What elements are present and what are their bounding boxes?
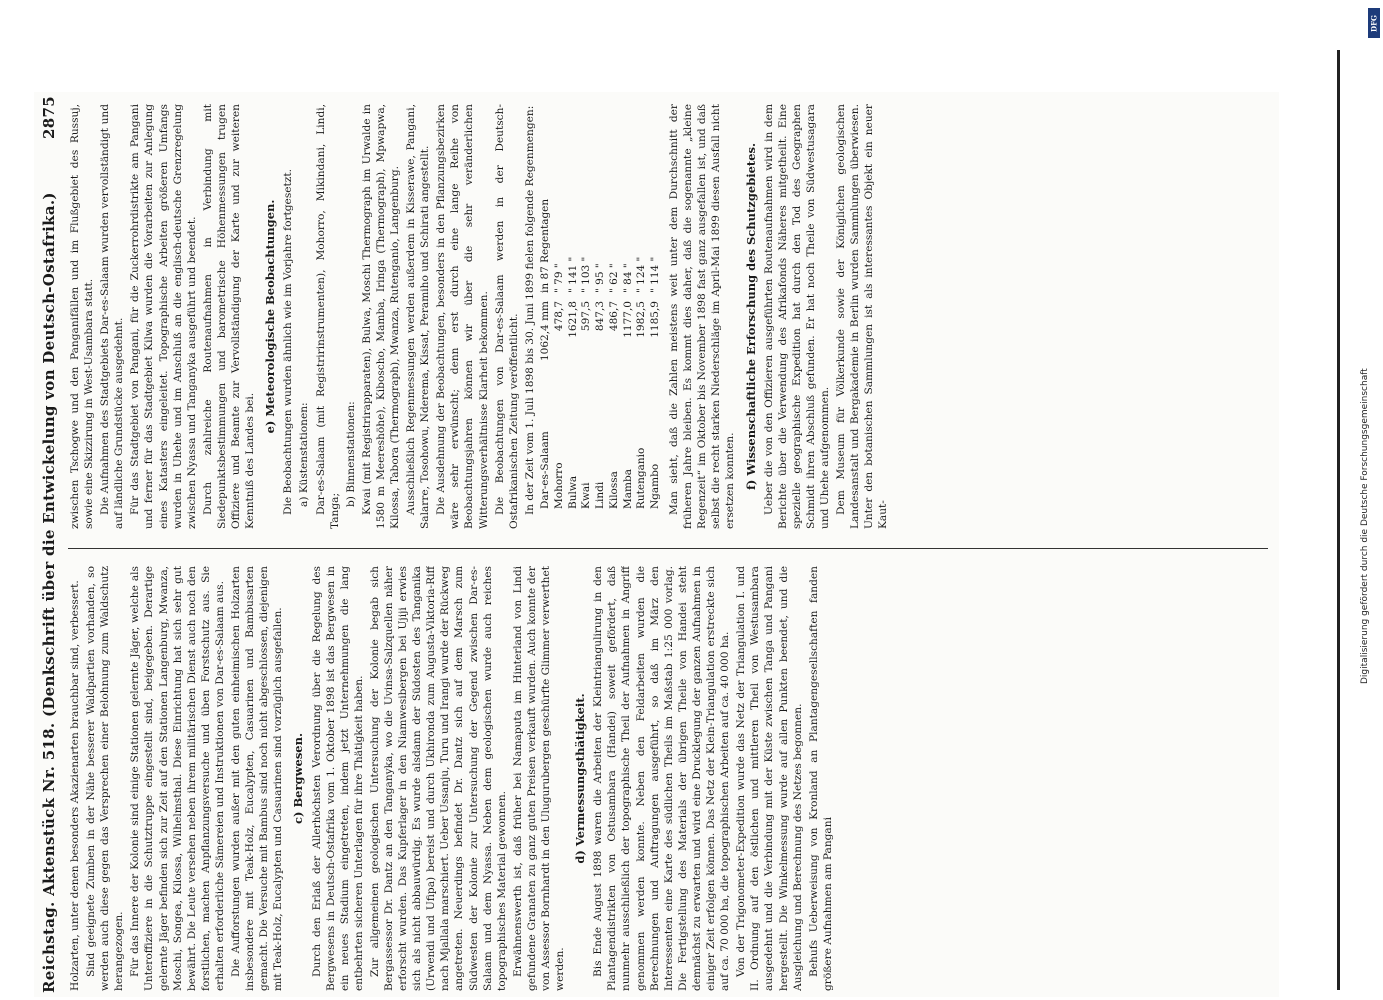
paragraph: Die Ausdehnung der Beobachtungen, besonders in den Pflanzungsbezirken wäre sehr erwünscht; denn erst durch eine lange Reihe von Beobachtungsjahren können wir über die sehr veränderlichen Witterungsverhältnisse Klarheit bekommen. (435, 104, 490, 529)
section-heading: f) Wissenschaftliche Erforschung des Schutzgebietes. (743, 142, 758, 491)
right-column (68, 104, 1273, 529)
list-label: a) Küstenstationen: (298, 402, 311, 507)
station-name: Mamba (621, 469, 634, 509)
rainfall-value: 597,5 (580, 301, 593, 332)
rain-days: " 84 " (621, 263, 634, 293)
table-row (580, 104, 594, 509)
section-heading: c) Bergwesen. (291, 733, 306, 824)
table-row (594, 104, 608, 509)
rain-days: " 103 " (580, 256, 593, 293)
list-text: Kwai (mit Registrirapparaten), Bulwa, Moschi Thermograph im Urwalde in 1580 m Meereshöhe), Kiboscho, Mamba, Iringa (Thermograph), Mpwapwa, Kilossa, Tabora (Thermograph), Mwanza, Rutenganio, Langenburg. (360, 104, 401, 529)
list-label: b) Binnenstationen: (344, 401, 357, 507)
rotated-page-content (34, 92, 1279, 997)
rain-days: in 87 Regentagen (538, 198, 551, 293)
paragraph: Von der Trigonometer-Expedition wurde das Netz der Triangulation I. und II. Ordnung auf den östlichen und mittleren Theil von Westusambara ausgedehnt und die Verbindung mit der Küste zwischen Tanga und Pangani hergestellt. Die Winkelmessung wurde auf allen Punkten beendet, und die Ausgleichung und Berechnung des Netzes begonnen. (735, 566, 804, 991)
rainfall-value: 1982,5 (635, 301, 648, 338)
station-name: Kilossa (607, 471, 620, 509)
station-name: Mohorro (552, 462, 565, 509)
table-row (649, 104, 663, 509)
paragraph: Die Aufforstungen wurden außer mit den guten einheimischen Holzarten insbesondere mit Teak-Holz, Eucalypten, Casuarinen und Bambusarten gemacht. Die Versuche mit Bambus sind noch nicht abgeschlossen, diejenigen mit Teak-Holz, Eucalypten und Casuarinen sind vorzüglich ausgefallen. (230, 566, 285, 991)
running-title: Reichstag. Aktenstück Nr. 518. (Denkschrift über die Entwickelung von Deutsch-Ostafrika.) (40, 192, 58, 993)
paragraph: In der Zeit vom 1. Juli 1898 bis 30. Juni 1899 fielen folgende Regenmengen: (523, 105, 536, 515)
rainfall-table (539, 104, 663, 509)
table-row (553, 104, 567, 509)
rainfall-value: 486,7 (607, 301, 620, 332)
page-header (34, 92, 64, 997)
station-name: Ngambo (649, 463, 662, 509)
list-text: Dar-es-Salaam (mit Registririnstrumenten), Mohorro, Mikindani, Lindi, Tanga; (314, 104, 341, 529)
paragraph: Man sieht, daß die Zahlen meistens weit unter dem Durchschnitt der früheren Jahre bleiben. Es kommt dies daher, daß die sogenannte „kleine Regenzeit“ im Oktober bis November 1898 fast ganz ausgefallen ist, und daß selbst die recht starken Niederschläge im April-Mai 1899 diesen Ausfall nicht ersetzen konnten. (668, 104, 737, 529)
station-name: Lindi (594, 481, 607, 509)
dfg-logo: DFG (1368, 8, 1380, 38)
section-heading: d) Vermessungsthätigkeit. (573, 693, 588, 864)
paragraph: Durch zahlreiche Routenaufnahmen in Verbindung mit Siedepunktsbestimmungen und barometrische Höhenmessungen trugen Offiziere und Beamte zur Vervollständigung der Karte und zur weiteren Kenntniß des Landes bei. (201, 104, 257, 529)
paragraph: Behufs Ueberweisung von Kronland an Plantagengesellschaften fanden größere Aufnahmen am Pangani (807, 566, 834, 991)
table-row (635, 104, 649, 509)
table-row (539, 104, 553, 509)
paragraph: Sind geeignete Zumben in der Nähe besserer Waldpartien vorhanden, so werden auch diese gegen das Versprechen einer Belohnung zum Waldschutz herangezogen. (85, 566, 126, 991)
rain-days: " 79 " (552, 263, 565, 293)
paragraph: Erwähnenswerth ist, daß früher bei Namaputa im Hinterland von Lindi gefundene Granaten zu ganz guten Preisen verkauft wurden. Auch konnte der von Assessor Bornhardt in den Ulugurubergen geschürfte Glimmer verwerthet werden. (511, 566, 567, 991)
document-page (34, 92, 1279, 997)
column-divider (68, 548, 1268, 549)
paragraph: Ausschließlich Regenmessungen werden außerdem in Kisserawe, Pangani, Salarre, Tosohowu, Nderema, Kissat, Peramiho und Schirati angestellt. (405, 104, 432, 529)
rainfall-value: 847,3 (594, 301, 607, 332)
digitization-note: Digitalisierung gefördert durch die Deutsche Forschungsgemeinschaft (1360, 368, 1370, 684)
rain-days: " 114 " (649, 256, 662, 293)
rainfall-value: 1621,8 (566, 301, 579, 338)
left-column (68, 566, 1273, 991)
paragraph: Zur allgemeinen geologischen Untersuchung der Kolonie begab sich Bergassessor Dr. Dantz an den Tanganyka, wo die Uvinsa-Salzquellen näher erforscht wurden. Das Kupferlager in den Niamwesibergen bei Ujiji erwies sich als nicht abbauwürdig. Es wurde alsdann der Südosten des Tanganika (Urwendi und Ufipa) bereist und durch Ukhironda zum Augusta-Viktoria-Riff nach Mjallala marschiert. Ueber Ussanju, Turu und Irangi wurde der Rückweg angetreten. Neuerdings befindet Dr. Dantz sich auf dem Marsch zum Südwesten der Kolonie zur Untersuchung der Gegend zwischen Dar-es-Salaam und dem Nyassa. Neben dem geologischen wurde auch reiches topographisches Material gewonnen. (368, 566, 508, 991)
table-row (567, 104, 581, 509)
paragraph: zwischen Tschogwe und den Panganifällen und im Flußgebiet des Russuj, sowie eine Skizzirung in West-Usambara statt. (69, 104, 96, 529)
station-name: Rutenganio (635, 447, 648, 509)
paragraph: Dem Museum für Völkerkunde sowie der Königlichen geologischen Landesanstalt und Bergakademie in Berlin wurden Sammlungen überwiesen. Unter den botanischen Sammlungen ist als interessantes Objekt ein neuer Kaut- (835, 104, 890, 529)
paragraph: Die Aufnahmen des Stadtgebiets Dar-es-Salaam wurden vervollständigt und auf ländliche Grundstücke ausgedehnt. (99, 104, 126, 529)
paragraph: Durch den Erlaß der Allerhöchsten Verordnung über die Regelung des Bergwesens in Deutsch-Ostafrika vom 1. Oktober 1898 ist das Bergwesen in ein neues Stadium eingetreten, indem jetzt Unternehmungen die lang entbehrten sicheren Unterlagen für ihre Thätigkeit haben. (310, 566, 365, 991)
paragraph: Die Beobachtungen von Dar-es-Salaam werden in der Deutsch-Ostafrikanischen Zeitung veröffentlicht. (493, 104, 520, 529)
paragraph: Für das Innere der Kolonie sind einige Stationen gelernte Jäger, welche als Unteroffiziere in die Schutztruppe eingestellt sind, beigegeben. Derartige gelernte Jäger befinden sich zur Zeit auf den Stationen Langenburg, Mwanza, Moschi, Songea, Kilossa, Wilhelmsthal. Diese Einrichtung hat sich sehr gut bewährt. Die Leute versehen neben ihrem militärischen Dienst auch noch den forstlichen, machen Anpflanzungsversuche und üben Forstschutz aus. Sie erhalten erforderliche Sämereien und Instruktionen von Dar-es-Salaam aus. (129, 566, 226, 991)
paragraph: Bis Ende August 1898 waren die Arbeiten der Kleintriangulirung in den Plantagendistrikten von Ostusambara (Handei) soweit gefördert, daß nunmehr ausschließlich der topographische Theil der Aufnahmen in Angriff genommen werden konnte. Neben den Feldarbeiten wurden die Berechnungen und Auftragungen ausgeführt, so daß im März den Interessenten eine Karte des südlichen Theils im Maßstab 1:25 000 vorlag. Die Fertigstellung des Materials der übrigen Theile von Handei steht demnächst zu erwarten und wird eine Drucklegung der ganzen Aufnahmen in einiger Zeit erfolgen können. Das Netz der Klein-Triangulation erstreckte sich auf ca. 70 000 ha, die topographischen Arbeiten auf ca. 40 000 ha. (592, 566, 732, 991)
rainfall-value: 1062,4 mm (538, 301, 551, 361)
rainfall-value: 1177,0 (621, 301, 634, 338)
rain-days: " 124 " (635, 256, 648, 293)
rainfall-value: 478,7 (552, 301, 565, 332)
paragraph: Die Beobachtungen wurden ähnlich wie im Vorjahre fortgesetzt. (282, 169, 295, 515)
rain-days: " 62 " (607, 263, 620, 293)
paragraph: Für das Stadtgebiet von Pangani, für die Zuckerrohrdistrikte am Pangani und ferner für das Stadtgebiet Kilwa wurden die Vorarbeiten zur Anlegung eines Katasters eingeleitet. Topographische Arbeiten größeren Umfangs wurden in Uhehe und im Anschluß an die englisch-deutsche Grenzregelung zwischen Nyassa und Tanganyka ausgeführt und beendet. (129, 104, 198, 529)
station-name: Kwai (580, 482, 593, 509)
page-number: 2875 (40, 96, 58, 139)
station-name: Dar-es-Salaam (538, 431, 551, 509)
rainfall-value: 1185,9 (649, 301, 662, 338)
scan-edge-bar (1337, 50, 1340, 990)
rain-days: " 141 " (566, 256, 579, 293)
paragraph: Ueber die von den Offizieren ausgeführten Routenaufnahmen wird in dem Berichte über die Verwendung des Afrikafonds Näheres mitgetheilt. Eine spezielle geographische Expedition hat durch den Tod des Geographen Schmidt ihren Abschluß gefunden. Er hat noch Theile von Südwestusagara und Uhehe aufgenommen. (762, 104, 832, 529)
rain-days: " 95 " (594, 263, 607, 293)
table-row (608, 104, 622, 509)
table-row (622, 104, 636, 509)
station-name: Bulwa (566, 475, 579, 509)
paragraph: Holzarten, unter denen besonders Akazienarten brauchbar sind, verbessert. (69, 580, 81, 991)
section-heading: e) Meteorologische Beobachtungen. (263, 199, 278, 434)
